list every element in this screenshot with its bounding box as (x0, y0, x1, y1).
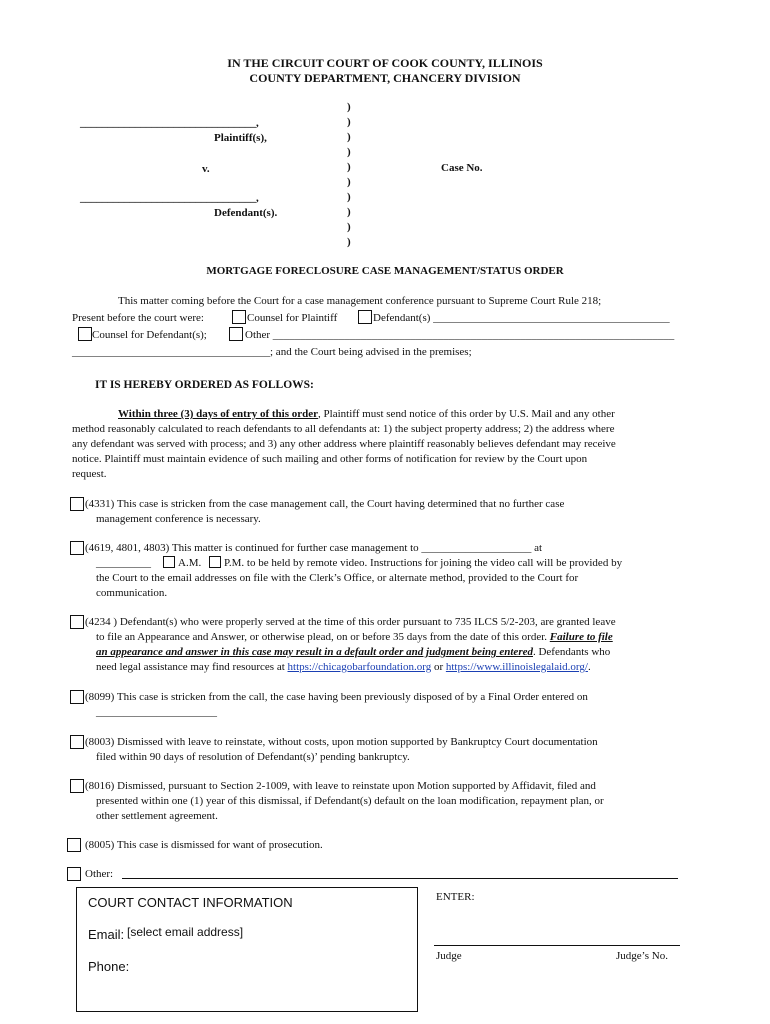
item-8099-date-blank[interactable]: ______________________ (96, 706, 217, 718)
email-select[interactable]: [select email address] (127, 925, 244, 939)
notice-rest: , Plaintiff must send notice of this order by U.S. Mail and any other (318, 408, 615, 420)
defendants-checkbox[interactable] (358, 310, 372, 324)
paren: ) (347, 146, 351, 158)
item-4331-line1: (4331) This case is stricken from the case management call, the Court having determined that no further case (85, 498, 565, 510)
item-8016-checkbox[interactable] (70, 779, 84, 793)
notice-line2: method reasonably calculated to reach defendants to all defendants at: 1) the subject property address; 2) the address where (72, 423, 615, 435)
paren: ) (347, 131, 351, 143)
item-4234-line2-text: to file an Appearance and Answer, or otherwise plead, on or before 35 days from the date of this order. (96, 631, 550, 643)
notice-line1 (118, 408, 615, 420)
item-4619-line2-blank[interactable]: __________ (96, 557, 151, 569)
item-4234-line1: (4234 ) Defendant(s) who were properly served at the time of this order pursuant to 735 ILCS 5/2-203, are granted leave (85, 616, 616, 628)
item-4619-line1[interactable]: (4619, 4801, 4803) This matter is continued for further case management to ____________________ at (85, 542, 543, 554)
item-4619-line3: the Court to the email addresses on file with the Clerk’s Office, or alternate method, provided to the Court for (96, 572, 579, 584)
item-other-label: Other: (85, 868, 114, 880)
judge-number-label: Judge’s No. (616, 950, 668, 962)
enter-label: ENTER: (436, 891, 475, 903)
paren: ) (347, 206, 351, 218)
item-8005-line1: (8005) This case is dismissed for want of prosecution. (85, 839, 323, 851)
plaintiff-blank[interactable]: ________________________________, (80, 117, 259, 129)
intro-line4[interactable]: ____________________________________; and the Court being advised in the premises; (72, 346, 472, 358)
notice-line4: notice. Plaintiff must maintain evidence of such mailing and other forms of notification for review by the Court upon (72, 453, 588, 465)
item-other-line[interactable] (122, 878, 678, 879)
email-label: Email: (88, 927, 125, 942)
counsel-defendant-checkbox[interactable] (78, 327, 92, 341)
item-8003-line1: (8003) Dismissed with leave to reinstate, without costs, upon motion supported by Bankruptcy Court documentation (85, 736, 598, 748)
defendant-blank[interactable]: ________________________________, (80, 192, 259, 204)
counsel-plaintiff-label: Counsel for Plaintiff (247, 312, 338, 324)
failure-warning: Failure to file (549, 631, 613, 643)
period: . (587, 661, 591, 673)
paren: ) (347, 101, 351, 113)
court-contact-title: COURT CONTACT INFORMATION (88, 895, 293, 910)
judge-label: Judge (436, 950, 462, 962)
item-8003-line2: filed within 90 days of resolution of Defendant(s)’ pending bankruptcy. (96, 751, 410, 763)
am-checkbox[interactable] (163, 556, 175, 568)
item-other-checkbox[interactable] (67, 867, 81, 881)
case-no-label: Case No. (441, 162, 483, 174)
item-4234-line3 (96, 646, 610, 658)
item-8016-line3: other settlement agreement. (96, 810, 218, 822)
paren: ) (347, 221, 351, 233)
intro-line1: This matter coming before the Court for a case management conference pursuant to Supreme Court Rule 218; (118, 295, 602, 307)
item-4619-line2: P.M. to be held by remote video. Instructions for joining the video call will be provided by (224, 557, 623, 569)
item-4331-checkbox[interactable] (70, 497, 84, 511)
paren: ) (347, 161, 351, 173)
plaintiff-label: Plaintiff(s), (214, 132, 267, 144)
pm-checkbox[interactable] (209, 556, 221, 568)
paren: ) (347, 176, 351, 188)
item-4619-line4: communication. (96, 587, 168, 599)
default-warning: an appearance and answer in this case may result in a default order and judgment being entered (96, 646, 533, 658)
illinois-legal-aid-link[interactable]: https://www.illinoislegalaid.org/ (445, 661, 588, 673)
item-8016-line2: presented within one (1) year of this dismissal, if Defendant(s) default on the loan modification, repayment plan, or (96, 795, 604, 807)
item-4234-line3-rest: . Defendants who (532, 646, 611, 658)
defendants-label[interactable]: Defendant(s) ___________________________________________ (373, 312, 670, 324)
item-8099-line1: (8099) This case is stricken from the call, the case having been previously disposed of by a Final Order entered on (85, 691, 588, 703)
item-4619-checkbox[interactable] (70, 541, 84, 555)
item-8003-checkbox[interactable] (70, 735, 84, 749)
other-present-label[interactable]: Other _________________________________________________________________________ (245, 329, 675, 341)
defendant-label: Defendant(s). (214, 207, 278, 219)
chicago-bar-foundation-link[interactable]: https://chicagobarfoundation.org (287, 661, 432, 673)
item-4331-line2: management conference is necessary. (96, 513, 261, 525)
notice-line5: request. (72, 468, 107, 480)
am-label: A.M. (178, 557, 202, 569)
paren: ) (347, 116, 351, 128)
item-8099-checkbox[interactable] (70, 690, 84, 704)
paren: ) (347, 191, 351, 203)
ordered-heading: IT IS HEREBY ORDERED AS FOLLOWS: (95, 379, 314, 391)
judge-signature-line[interactable] (434, 945, 680, 946)
court-contact-box (76, 887, 418, 1012)
item-8016-line1: (8016) Dismissed, pursuant to Section 2-1009, with leave to reinstate upon Motion supported by Affidavit, filed and (85, 780, 596, 792)
item-4234-line4 (96, 661, 591, 673)
order-title: MORTGAGE FORECLOSURE CASE MANAGEMENT/STATUS ORDER (206, 265, 564, 277)
phone-label: Phone: (88, 959, 130, 974)
item-4234-line2 (96, 631, 613, 643)
other-present-checkbox[interactable] (229, 327, 243, 341)
counsel-defendant-label: Counsel for Defendant(s); (92, 329, 207, 341)
item-4234-checkbox[interactable] (70, 615, 84, 629)
or-text: or (431, 661, 446, 673)
notice-lead: Within three (3) days of entry of this order (118, 408, 319, 420)
court-header-line2: COUNTY DEPARTMENT, CHANCERY DIVISION (249, 71, 521, 85)
item-8005-checkbox[interactable] (67, 838, 81, 852)
versus-label: v. (202, 163, 210, 175)
present-label: Present before the court were: (72, 312, 204, 324)
notice-line3: any defendant was served with process; and 3) any other address where plaintiff reasonably believes defendant may receive (72, 438, 616, 450)
paren: ) (347, 236, 351, 248)
counsel-plaintiff-checkbox[interactable] (232, 310, 246, 324)
legal-help-text: need legal assistance may find resources at (96, 661, 288, 673)
court-header-line1: IN THE CIRCUIT COURT OF COOK COUNTY, ILLINOIS (227, 56, 543, 70)
